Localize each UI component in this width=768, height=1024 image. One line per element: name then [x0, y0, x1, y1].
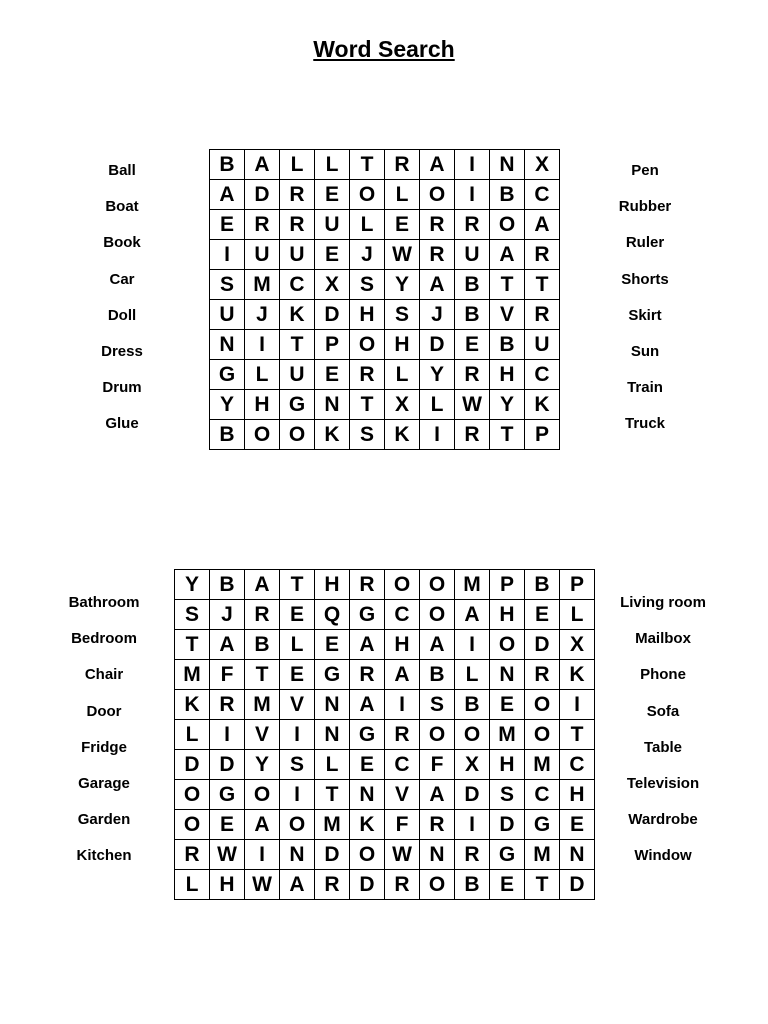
- grid-cell: L: [350, 210, 385, 240]
- grid-cell: A: [455, 600, 490, 630]
- grid-cell: G: [525, 810, 560, 840]
- grid-cell: D: [420, 330, 455, 360]
- grid-cell: W: [245, 870, 280, 900]
- grid-cell: C: [525, 780, 560, 810]
- word-list-item: Doll: [107, 306, 137, 324]
- grid-cell: B: [245, 630, 280, 660]
- grid-cell: D: [245, 180, 280, 210]
- grid-cell: D: [175, 750, 210, 780]
- grid-cell: E: [315, 180, 350, 210]
- grid-cell: L: [280, 630, 315, 660]
- grid-cell: M: [490, 720, 525, 750]
- grid-cell: D: [315, 300, 350, 330]
- grid-cell: R: [525, 300, 560, 330]
- grid-cell: O: [245, 780, 280, 810]
- word-list-item: Wardrobe: [628, 811, 698, 829]
- grid-cell: A: [420, 780, 455, 810]
- word-list-item: Skirt: [628, 306, 662, 324]
- word-list-item: Kitchen: [76, 847, 132, 865]
- word-search-grid-2: [174, 569, 595, 900]
- grid-cell: T: [525, 870, 560, 900]
- grid-cell: E: [560, 810, 595, 840]
- word-list-item: Sofa: [646, 702, 680, 720]
- grid-cell: T: [350, 150, 385, 180]
- grid-cell: H: [385, 630, 420, 660]
- grid-cell: B: [455, 870, 490, 900]
- grid-cell: A: [210, 180, 245, 210]
- grid-cell: I: [455, 630, 490, 660]
- grid-cell: N: [420, 840, 455, 870]
- grid-cell: P: [315, 330, 350, 360]
- grid-cell: I: [210, 240, 245, 270]
- grid-cell: C: [560, 750, 595, 780]
- grid-cell: I: [420, 420, 455, 450]
- grid-cell: G: [210, 780, 245, 810]
- grid-cell: R: [350, 360, 385, 390]
- grid-cell: F: [420, 750, 455, 780]
- word-list-item: Ball: [108, 162, 136, 179]
- grid-cell: I: [455, 180, 490, 210]
- word-list-2-left: [44, 594, 164, 884]
- grid-cell: L: [280, 150, 315, 180]
- grid-cell: U: [280, 240, 315, 270]
- word-list-item: Garage: [78, 774, 130, 792]
- word-list-1-left: [72, 162, 172, 452]
- grid-cell: G: [490, 840, 525, 870]
- grid-cell: S: [280, 750, 315, 780]
- grid-cell: O: [420, 720, 455, 750]
- grid-cell: R: [455, 210, 490, 240]
- word-list-item: Phone: [640, 666, 686, 684]
- grid-cell: T: [315, 780, 350, 810]
- grid-cell: O: [280, 420, 315, 450]
- grid-cell: G: [350, 600, 385, 630]
- grid-cell: B: [455, 690, 490, 720]
- grid-cell: H: [560, 780, 595, 810]
- grid-cell: L: [175, 720, 210, 750]
- grid-cell: R: [280, 210, 315, 240]
- grid-cell: M: [245, 690, 280, 720]
- word-list-item: Television: [626, 774, 700, 792]
- grid-cell: Y: [420, 360, 455, 390]
- grid-cell: R: [315, 870, 350, 900]
- grid-cell: A: [350, 690, 385, 720]
- grid-cell: O: [525, 690, 560, 720]
- grid-cell: L: [315, 150, 350, 180]
- grid-cell: W: [455, 390, 490, 420]
- grid-row: [210, 210, 560, 240]
- grid-cell: V: [490, 300, 525, 330]
- grid-cell: C: [385, 600, 420, 630]
- grid-cell: E: [315, 630, 350, 660]
- word-list-item: Train: [627, 379, 663, 397]
- word-list-item: Drum: [102, 379, 142, 397]
- grid-cell: O: [350, 840, 385, 870]
- grid-cell: A: [420, 630, 455, 660]
- grid-cell: O: [420, 600, 455, 630]
- grid-cell: E: [210, 210, 245, 240]
- grid-cell: L: [560, 600, 595, 630]
- grid-cell: H: [490, 360, 525, 390]
- grid-cell: K: [315, 420, 350, 450]
- grid-cell: R: [455, 840, 490, 870]
- grid-cell: R: [525, 240, 560, 270]
- grid-cell: R: [385, 720, 420, 750]
- grid-cell: A: [385, 660, 420, 690]
- grid-cell: L: [385, 180, 420, 210]
- grid-cell: X: [315, 270, 350, 300]
- grid-cell: V: [280, 690, 315, 720]
- grid-cell: D: [350, 870, 385, 900]
- grid-cell: B: [210, 150, 245, 180]
- grid-cell: B: [455, 300, 490, 330]
- grid-cell: W: [210, 840, 245, 870]
- grid-cell: E: [525, 600, 560, 630]
- grid-cell: I: [560, 690, 595, 720]
- grid-cell: Y: [385, 270, 420, 300]
- grid-row: [175, 810, 595, 840]
- grid-cell: T: [175, 630, 210, 660]
- grid-cell: E: [490, 870, 525, 900]
- word-list-1-right: [590, 162, 700, 452]
- grid-cell: G: [350, 720, 385, 750]
- grid-cell: M: [175, 660, 210, 690]
- grid-row: [175, 600, 595, 630]
- grid-row: [210, 390, 560, 420]
- page-title: Word Search: [313, 36, 455, 62]
- grid-row: [175, 840, 595, 870]
- grid-cell: L: [385, 360, 420, 390]
- grid-cell: S: [385, 300, 420, 330]
- grid-cell: S: [210, 270, 245, 300]
- grid-cell: G: [210, 360, 245, 390]
- grid-cell: E: [315, 240, 350, 270]
- grid-cell: N: [315, 720, 350, 750]
- grid-cell: M: [525, 750, 560, 780]
- grid-cell: N: [210, 330, 245, 360]
- grid-row: [175, 750, 595, 780]
- grid-cell: U: [455, 240, 490, 270]
- grid-cell: N: [315, 690, 350, 720]
- grid-cell: D: [210, 750, 245, 780]
- grid-cell: H: [490, 600, 525, 630]
- grid-cell: T: [560, 720, 595, 750]
- grid-cell: O: [525, 720, 560, 750]
- grid-cell: U: [210, 300, 245, 330]
- grid-cell: E: [455, 330, 490, 360]
- grid-cell: D: [490, 810, 525, 840]
- grid-cell: E: [490, 690, 525, 720]
- grid-cell: O: [420, 870, 455, 900]
- word-list-item: Fridge: [81, 738, 127, 756]
- grid-cell: J: [210, 600, 245, 630]
- grid-cell: U: [280, 360, 315, 390]
- grid-cell: D: [315, 840, 350, 870]
- grid-cell: I: [385, 690, 420, 720]
- grid-row: [210, 180, 560, 210]
- grid-cell: O: [420, 570, 455, 600]
- grid-row: [175, 660, 595, 690]
- grid-cell: V: [385, 780, 420, 810]
- word-list-item: Book: [103, 234, 141, 252]
- grid-cell: T: [280, 330, 315, 360]
- grid-cell: E: [385, 210, 420, 240]
- grid-cell: Y: [175, 570, 210, 600]
- grid-row: [175, 870, 595, 900]
- grid-cell: V: [245, 720, 280, 750]
- grid-cell: O: [490, 630, 525, 660]
- grid-row: [210, 330, 560, 360]
- grid-cell: J: [420, 300, 455, 330]
- grid-cell: P: [525, 420, 560, 450]
- grid-cell: N: [560, 840, 595, 870]
- grid-cell: K: [350, 810, 385, 840]
- grid-cell: N: [280, 840, 315, 870]
- grid-cell: R: [420, 810, 455, 840]
- grid-cell: X: [385, 390, 420, 420]
- grid-cell: O: [280, 810, 315, 840]
- grid-row: [210, 270, 560, 300]
- word-list-item: Truck: [624, 415, 666, 433]
- grid-cell: S: [420, 690, 455, 720]
- grid-cell: M: [245, 270, 280, 300]
- grid-cell: A: [525, 210, 560, 240]
- grid-cell: B: [455, 270, 490, 300]
- grid-cell: S: [350, 270, 385, 300]
- grid-cell: C: [385, 750, 420, 780]
- grid-cell: I: [245, 330, 280, 360]
- grid-cell: T: [490, 420, 525, 450]
- word-list-item: Door: [86, 702, 122, 720]
- grid-cell: Q: [315, 600, 350, 630]
- grid-cell: A: [210, 630, 245, 660]
- grid-cell: E: [350, 750, 385, 780]
- grid-cell: U: [525, 330, 560, 360]
- grid-row: [175, 780, 595, 810]
- word-list-item: Glue: [105, 415, 139, 433]
- grid-cell: T: [490, 270, 525, 300]
- grid-cell: M: [315, 810, 350, 840]
- grid-cell: O: [245, 420, 280, 450]
- grid-row: [210, 240, 560, 270]
- grid-cell: R: [385, 150, 420, 180]
- word-list-item: Shorts: [621, 270, 669, 288]
- grid-cell: E: [280, 600, 315, 630]
- grid-cell: R: [210, 690, 245, 720]
- grid-cell: S: [350, 420, 385, 450]
- word-list-2-right: [600, 594, 726, 884]
- word-list-item: Rubber: [618, 198, 672, 216]
- grid-cell: K: [560, 660, 595, 690]
- grid-cell: H: [315, 570, 350, 600]
- grid-cell: U: [245, 240, 280, 270]
- grid-cell: X: [455, 750, 490, 780]
- grid-cell: M: [525, 840, 560, 870]
- grid-cell: L: [455, 660, 490, 690]
- grid-cell: G: [280, 390, 315, 420]
- grid-cell: G: [315, 660, 350, 690]
- grid-cell: O: [350, 330, 385, 360]
- grid-cell: M: [455, 570, 490, 600]
- grid-cell: B: [490, 180, 525, 210]
- grid-cell: B: [420, 660, 455, 690]
- word-list-item: Bedroom: [71, 630, 137, 648]
- grid-cell: H: [245, 390, 280, 420]
- grid-cell: O: [175, 780, 210, 810]
- grid-cell: P: [560, 570, 595, 600]
- grid-cell: H: [385, 330, 420, 360]
- grid-cell: Y: [245, 750, 280, 780]
- grid-cell: D: [455, 780, 490, 810]
- word-list-item: Dress: [101, 342, 143, 360]
- grid-cell: R: [280, 180, 315, 210]
- grid-cell: C: [280, 270, 315, 300]
- word-list-item: Bathroom: [68, 594, 140, 611]
- grid-cell: K: [525, 390, 560, 420]
- grid-cell: T: [525, 270, 560, 300]
- grid-cell: C: [525, 180, 560, 210]
- word-list-item: Pen: [631, 162, 659, 179]
- word-list-item: Sun: [630, 342, 660, 360]
- grid-cell: C: [525, 360, 560, 390]
- word-list-item: Ruler: [625, 234, 665, 252]
- grid-cell: U: [315, 210, 350, 240]
- grid-cell: W: [385, 840, 420, 870]
- grid-cell: J: [350, 240, 385, 270]
- grid-cell: B: [210, 570, 245, 600]
- grid-cell: A: [245, 810, 280, 840]
- grid-row: [175, 570, 595, 600]
- grid-cell: I: [455, 150, 490, 180]
- grid-cell: I: [280, 720, 315, 750]
- grid-row: [175, 720, 595, 750]
- grid-cell: H: [210, 870, 245, 900]
- grid-cell: W: [385, 240, 420, 270]
- grid-cell: N: [315, 390, 350, 420]
- grid-row: [175, 630, 595, 660]
- grid-cell: S: [175, 600, 210, 630]
- grid-cell: H: [490, 750, 525, 780]
- grid-cell: X: [525, 150, 560, 180]
- grid-row: [210, 300, 560, 330]
- grid-cell: E: [315, 360, 350, 390]
- grid-row: [210, 420, 560, 450]
- grid-cell: R: [175, 840, 210, 870]
- grid-cell: F: [385, 810, 420, 840]
- grid-cell: I: [455, 810, 490, 840]
- grid-cell: D: [525, 630, 560, 660]
- grid-cell: N: [490, 150, 525, 180]
- grid-cell: Y: [210, 390, 245, 420]
- grid-cell: K: [175, 690, 210, 720]
- grid-cell: I: [280, 780, 315, 810]
- grid-cell: R: [455, 360, 490, 390]
- word-search-grid-1: [209, 149, 560, 450]
- grid-row: [210, 360, 560, 390]
- grid-cell: I: [245, 840, 280, 870]
- grid-cell: N: [490, 660, 525, 690]
- word-list-item: Window: [634, 847, 692, 865]
- grid-cell: L: [315, 750, 350, 780]
- grid-row: [210, 150, 560, 180]
- grid-cell: H: [350, 300, 385, 330]
- grid-cell: O: [385, 570, 420, 600]
- grid-cell: A: [420, 270, 455, 300]
- grid-cell: R: [420, 240, 455, 270]
- grid-cell: A: [280, 870, 315, 900]
- grid-cell: K: [385, 420, 420, 450]
- grid-cell: A: [245, 150, 280, 180]
- grid-cell: R: [350, 660, 385, 690]
- grid-cell: F: [210, 660, 245, 690]
- grid-cell: A: [350, 630, 385, 660]
- grid-cell: Y: [490, 390, 525, 420]
- grid-cell: L: [420, 390, 455, 420]
- word-list-item: Living room: [620, 594, 706, 611]
- grid-cell: O: [420, 180, 455, 210]
- word-list-item: Garden: [77, 811, 131, 829]
- grid-cell: X: [560, 630, 595, 660]
- grid-row: [175, 690, 595, 720]
- word-list-item: Chair: [84, 666, 124, 684]
- grid-cell: P: [490, 570, 525, 600]
- grid-cell: A: [420, 150, 455, 180]
- grid-cell: A: [245, 570, 280, 600]
- word-list-item: Table: [643, 738, 683, 756]
- grid-cell: D: [560, 870, 595, 900]
- grid-cell: R: [455, 420, 490, 450]
- grid-cell: T: [350, 390, 385, 420]
- grid-cell: K: [280, 300, 315, 330]
- grid-cell: R: [245, 600, 280, 630]
- grid-cell: T: [280, 570, 315, 600]
- grid-cell: O: [490, 210, 525, 240]
- grid-cell: B: [490, 330, 525, 360]
- grid-cell: J: [245, 300, 280, 330]
- word-list-item: Boat: [105, 198, 139, 216]
- word-list-item: Car: [109, 270, 135, 288]
- grid-cell: B: [210, 420, 245, 450]
- grid-cell: S: [490, 780, 525, 810]
- grid-cell: N: [350, 780, 385, 810]
- grid-cell: I: [210, 720, 245, 750]
- word-list-item: Mailbox: [635, 630, 691, 648]
- grid-cell: R: [385, 870, 420, 900]
- grid-cell: R: [350, 570, 385, 600]
- grid-cell: O: [455, 720, 490, 750]
- grid-cell: B: [525, 570, 560, 600]
- grid-cell: E: [280, 660, 315, 690]
- grid-cell: O: [350, 180, 385, 210]
- grid-cell: O: [175, 810, 210, 840]
- grid-cell: T: [245, 660, 280, 690]
- grid-cell: E: [210, 810, 245, 840]
- grid-cell: R: [245, 210, 280, 240]
- grid-cell: A: [490, 240, 525, 270]
- grid-cell: R: [420, 210, 455, 240]
- grid-cell: L: [175, 870, 210, 900]
- grid-cell: R: [525, 660, 560, 690]
- grid-cell: L: [245, 360, 280, 390]
